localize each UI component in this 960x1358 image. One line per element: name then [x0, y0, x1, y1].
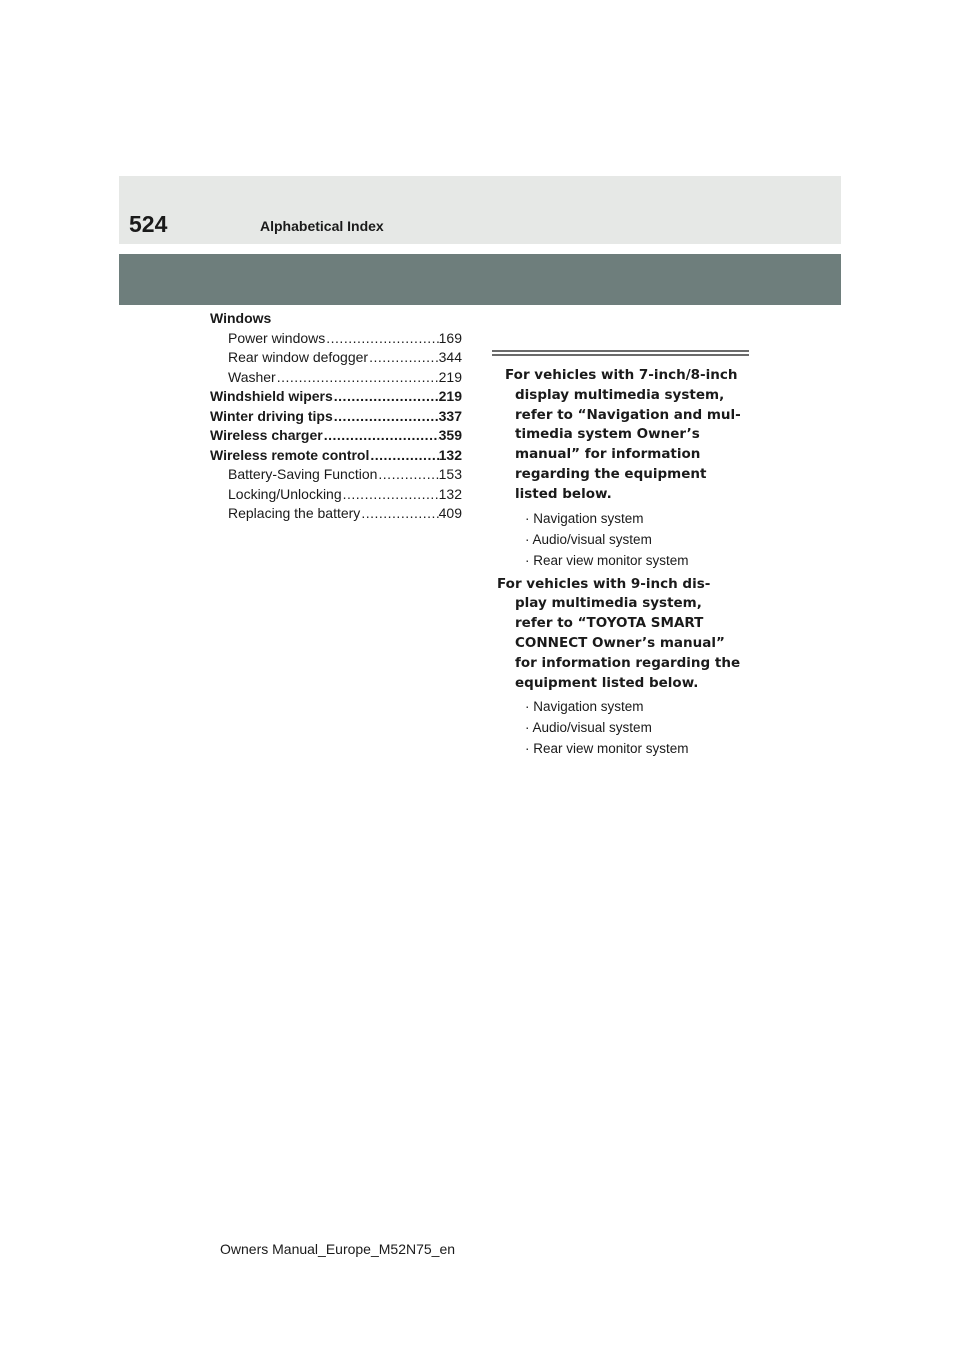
entry-label: Power windows	[228, 329, 326, 346]
entry-label: Washer	[228, 368, 276, 385]
note-heading-line: display multimedia system,	[515, 386, 725, 403]
note-heading-line: refer to “TOYOTA SMART	[515, 615, 704, 632]
dot-leader	[333, 387, 439, 407]
note-heading-line: manual” for information	[515, 446, 701, 463]
entry-label: Rear window defogger	[228, 349, 369, 365]
header-band	[119, 176, 841, 244]
note-heading	[505, 366, 755, 505]
list-item: · Navigation system	[525, 696, 755, 717]
entry-page: 219	[438, 368, 462, 385]
note-heading	[497, 575, 755, 694]
note-heading-line: regarding the equipment	[515, 465, 707, 482]
index-column	[210, 309, 462, 524]
list-item: · Audio/visual system	[525, 529, 755, 550]
entry-label: Battery-Saving Function	[228, 466, 378, 482]
footer-text: Owners Manual_Europe_M52N75_en	[220, 1241, 456, 1257]
index-subentry[interactable]	[210, 485, 462, 505]
entry-page: 132	[438, 485, 462, 502]
entry-label: Locking/Unlocking	[228, 485, 342, 502]
note-rule-top	[492, 350, 749, 352]
note-heading-line: For vehicles with 9-inch dis-	[497, 575, 711, 592]
index-heading-windows: Windows	[210, 310, 272, 326]
dot-leader	[333, 407, 439, 427]
dot-leader	[342, 485, 439, 505]
entry-page: 359	[438, 427, 462, 443]
dot-leader	[360, 504, 438, 524]
index-subentry[interactable]	[210, 504, 462, 524]
index-subentry[interactable]	[210, 465, 462, 485]
entry-label: Windshield wipers	[210, 388, 333, 404]
entry-page: 409	[438, 505, 462, 521]
entry-page: 337	[438, 407, 462, 424]
page-number: 524	[129, 211, 168, 237]
index-subentry[interactable]	[210, 368, 462, 388]
entry-label: Wireless remote control	[210, 446, 370, 463]
dot-leader	[276, 368, 439, 388]
equipment-list	[505, 696, 755, 759]
note-heading-line: equipment listed below.	[515, 674, 699, 691]
index-entry[interactable]	[210, 387, 462, 407]
header-dark-band	[119, 254, 841, 305]
entry-page: 219	[438, 388, 462, 404]
note-heading-line: listed below.	[515, 485, 612, 502]
entry-page: 169	[438, 329, 462, 346]
multimedia-note	[497, 366, 755, 763]
note-heading-line: timedia system Owner’s	[515, 426, 700, 443]
entry-page: 344	[438, 349, 462, 365]
entry-page: 132	[438, 446, 462, 463]
index-entry[interactable]	[210, 407, 462, 427]
note-rule-bottom	[492, 354, 749, 356]
section-title: Alphabetical Index	[260, 218, 384, 234]
entry-label: Wireless charger	[210, 427, 323, 443]
equipment-list	[505, 508, 755, 571]
dot-leader	[369, 446, 438, 466]
index-entry[interactable]	[210, 446, 462, 466]
dot-leader	[325, 329, 438, 349]
list-item: · Navigation system	[525, 508, 755, 529]
index-entry[interactable]	[210, 426, 462, 446]
note-heading-line: refer to “Navigation and mul-	[515, 406, 741, 423]
note-heading-line: For vehicles with 7-inch/8-inch	[505, 367, 738, 383]
note-heading-line: play multimedia system,	[515, 595, 702, 612]
list-item: · Rear view monitor system	[525, 738, 755, 759]
entry-page: 153	[438, 466, 462, 482]
note-heading-line: for information regarding the	[515, 654, 741, 671]
note-heading-line: CONNECT Owner’s manual”	[515, 634, 725, 651]
dot-leader	[368, 348, 439, 368]
dot-leader	[377, 465, 438, 485]
entry-label: Replacing the battery	[228, 505, 361, 521]
entry-label: Winter driving tips	[210, 407, 333, 424]
dot-leader	[323, 426, 439, 446]
index-subentry[interactable]	[210, 348, 462, 368]
list-item: · Rear view monitor system	[525, 550, 755, 571]
list-item: · Audio/visual system	[525, 717, 755, 738]
index-subentry[interactable]	[210, 329, 462, 349]
